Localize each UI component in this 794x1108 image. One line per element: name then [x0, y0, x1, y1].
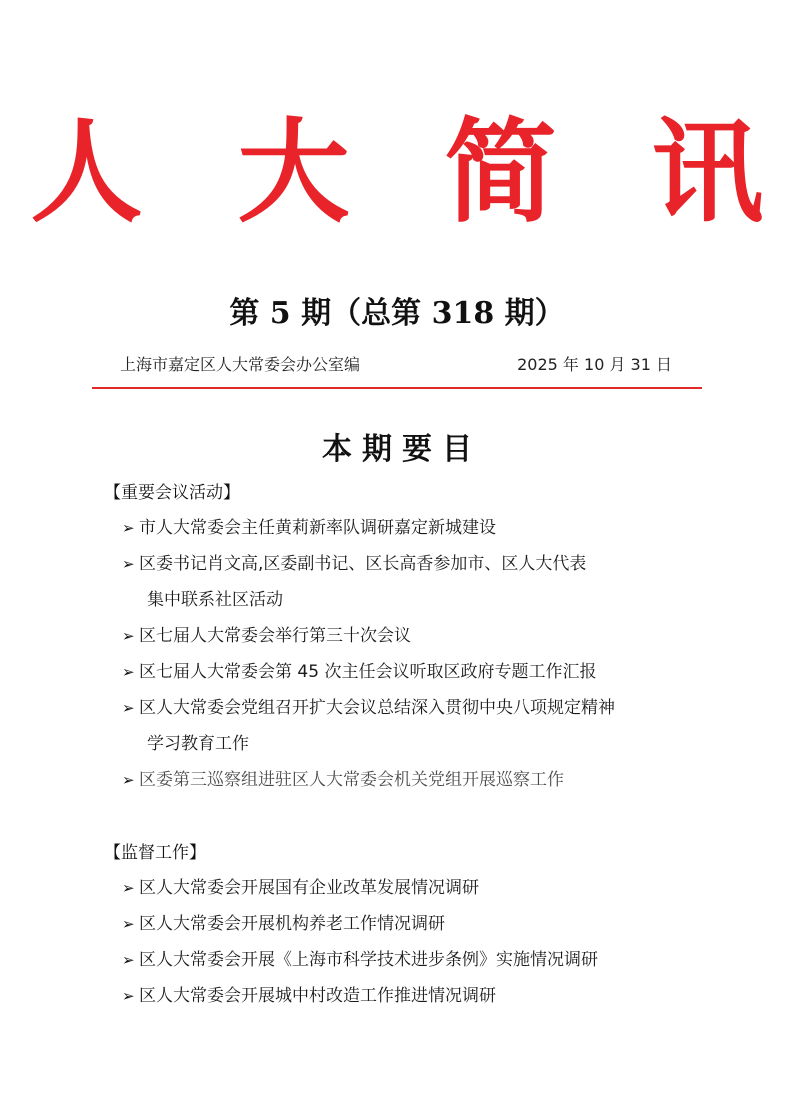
- toc-item: [122, 546, 682, 618]
- toc-item-text: 市人大常委会主任黄莉新率队调研嘉定新城建设: [139, 518, 496, 538]
- publisher: 上海市嘉定区人大常委会办公室编: [120, 355, 361, 374]
- toc-item-text: 区人大常委会开展《上海市科学技术进步条例》实施情况调研: [139, 950, 598, 970]
- toc-item-text: 区七届人大常委会举行第三十次会议: [139, 626, 411, 646]
- section-header-meetings: 【重要会议活动】: [104, 483, 240, 503]
- toc-item-text: 区人大常委会开展机构养老工作情况调研: [139, 914, 445, 934]
- toc-item: [122, 618, 682, 654]
- right-arrowhead-icon: ➢: [122, 519, 135, 537]
- right-arrowhead-icon: ➢: [122, 555, 135, 573]
- toc-item-text: 区委书记肖文高,区委副书记、区长高香参加市、区人大代表: [139, 554, 587, 574]
- right-arrowhead-icon: ➢: [122, 915, 135, 933]
- toc-item: [122, 942, 682, 978]
- toc-item-text: 区七届人大常委会第 45 次主任会议听取区政府专题工作汇报: [139, 662, 597, 682]
- right-arrowhead-icon: ➢: [122, 699, 135, 717]
- header-divider: [92, 387, 702, 389]
- right-arrowhead-icon: ➢: [122, 663, 135, 681]
- toc-item-text: 区人大常委会开展国有企业改革发展情况调研: [139, 878, 479, 898]
- issue-number: 第 5 期（总第 318 期）: [229, 296, 565, 331]
- right-arrowhead-icon: ➢: [122, 987, 135, 1005]
- toc-item: [122, 510, 682, 546]
- right-arrowhead-icon: ➢: [122, 951, 135, 969]
- toc-item-text: 区委第三巡察组进驻区人大常委会机关党组开展巡察工作: [139, 770, 564, 790]
- toc-item: [122, 762, 682, 798]
- toc-item: [122, 690, 682, 762]
- toc-item: [122, 654, 682, 690]
- toc-item: [122, 870, 682, 906]
- toc-item-continuation: 集中联系社区活动: [147, 590, 283, 610]
- publication-date: 2025 年 10 月 31 日: [517, 355, 672, 374]
- right-arrowhead-icon: ➢: [122, 771, 135, 789]
- section-header-supervision: 【监督工作】: [104, 843, 206, 863]
- toc-title: 本期要目: [322, 432, 482, 467]
- publication-meta: [120, 352, 672, 378]
- toc-item: [122, 906, 682, 942]
- toc-item-text: 区人大常委会开展城中村改造工作推进情况调研: [139, 986, 496, 1006]
- right-arrowhead-icon: ➢: [122, 879, 135, 897]
- toc-item-text: 区人大常委会党组召开扩大会议总结深入贯彻中央八项规定精神: [139, 698, 615, 718]
- right-arrowhead-icon: ➢: [122, 627, 135, 645]
- toc-item: [122, 978, 682, 1014]
- masthead-title: 人 大 简 讯: [30, 107, 792, 238]
- toc-item-continuation: 学习教育工作: [147, 734, 249, 754]
